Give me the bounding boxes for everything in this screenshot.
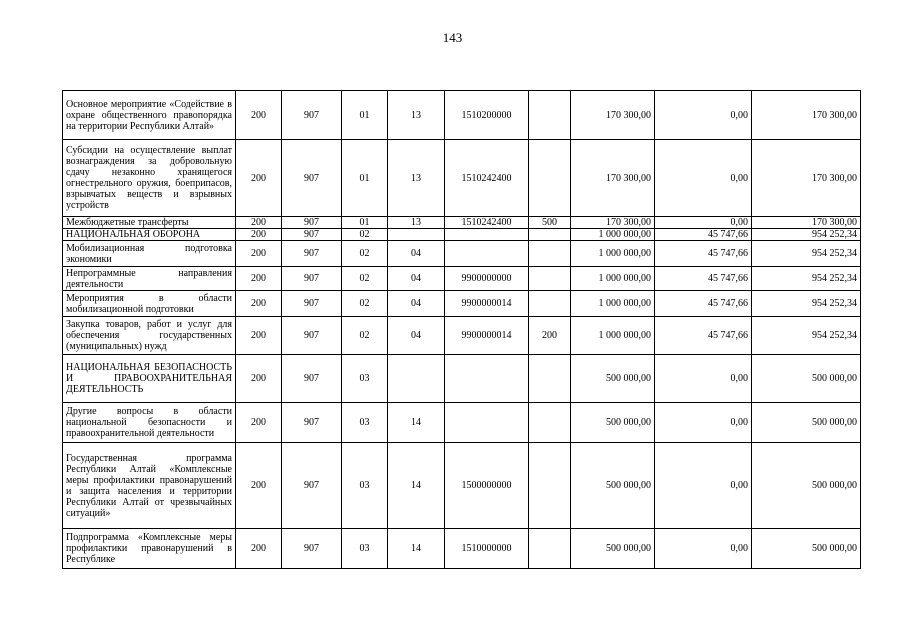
executed-amount-cell: 45 747,66 (655, 229, 752, 241)
subsection-cell: 14 (388, 529, 445, 569)
code-cell: 200 (236, 229, 282, 241)
remaining-amount-cell: 954 252,34 (752, 267, 861, 291)
executed-amount-cell: 0,00 (655, 403, 752, 443)
remaining-amount-cell: 500 000,00 (752, 529, 861, 569)
code-cell: 200 (236, 529, 282, 569)
remaining-amount-cell: 170 300,00 (752, 91, 861, 140)
table-row (63, 91, 861, 140)
subsection-cell: 14 (388, 403, 445, 443)
subsection-cell (388, 229, 445, 241)
remaining-amount-cell: 500 000,00 (752, 443, 861, 529)
row-name-cell: Мобилизационная подготовка экономики (63, 241, 236, 267)
target-article-cell: 9900000014 (445, 291, 529, 317)
target-article-cell (445, 403, 529, 443)
planned-amount-cell: 1 000 000,00 (571, 267, 655, 291)
section-cell: 03 (342, 443, 388, 529)
executed-amount-cell: 45 747,66 (655, 241, 752, 267)
row-name-cell: Закупка товаров, работ и услуг для обеспечения государственных (муниципальных) нужд (63, 317, 236, 355)
table-row (63, 529, 861, 569)
row-name-cell: НАЦИОНАЛЬНАЯ ОБОРОНА (63, 229, 236, 241)
row-name-cell: Другие вопросы в области национальной безопасности и правоохранительной деятельности (63, 403, 236, 443)
section-cell: 01 (342, 140, 388, 217)
executed-amount-cell: 45 747,66 (655, 267, 752, 291)
executed-amount-cell: 0,00 (655, 529, 752, 569)
department-cell: 907 (282, 443, 342, 529)
target-article-cell (445, 241, 529, 267)
department-cell: 907 (282, 217, 342, 229)
table-row (63, 229, 861, 241)
table-row (63, 267, 861, 291)
target-article-cell: 1510242400 (445, 217, 529, 229)
row-name-cell: Государственная программа Республики Алтай «Комплексные меры профилактики правонарушений и защита населения и территории Республики Алтай от чрезвычайных ситуаций» (63, 443, 236, 529)
department-cell: 907 (282, 229, 342, 241)
row-name-cell: Субсидии на осуществление выплат вознаграждения за добровольную сдачу незаконно хранящегося огнестрельного оружия, боеприпасов, взрывчатых веществ и взрывных устройств (63, 140, 236, 217)
executed-amount-cell: 0,00 (655, 443, 752, 529)
subsection-cell: 13 (388, 140, 445, 217)
row-name-cell: Непрограммные направления деятельности (63, 267, 236, 291)
subsection-cell: 04 (388, 267, 445, 291)
section-cell: 02 (342, 229, 388, 241)
table-row (63, 291, 861, 317)
section-cell: 02 (342, 291, 388, 317)
remaining-amount-cell: 170 300,00 (752, 140, 861, 217)
remaining-amount-cell: 954 252,34 (752, 241, 861, 267)
remaining-amount-cell: 954 252,34 (752, 317, 861, 355)
target-article-cell: 1510200000 (445, 91, 529, 140)
code-cell: 200 (236, 140, 282, 217)
target-article-cell: 1510242400 (445, 140, 529, 217)
section-cell: 01 (342, 217, 388, 229)
page-number: 143 (442, 30, 463, 45)
remaining-amount-cell: 954 252,34 (752, 229, 861, 241)
table-body (63, 91, 861, 569)
planned-amount-cell: 500 000,00 (571, 443, 655, 529)
executed-amount-cell: 45 747,66 (655, 291, 752, 317)
expense-type-cell (529, 443, 571, 529)
expense-type-cell (529, 241, 571, 267)
remaining-amount-cell: 500 000,00 (752, 355, 861, 403)
subsection-cell: 14 (388, 443, 445, 529)
row-name-cell: НАЦИОНАЛЬНАЯ БЕЗОПАСНОСТЬ И ПРАВООХРАНИТЕЛЬНАЯ ДЕЯТЕЛЬНОСТЬ (63, 355, 236, 403)
planned-amount-cell: 1 000 000,00 (571, 241, 655, 267)
planned-amount-cell: 170 300,00 (571, 217, 655, 229)
code-cell: 200 (236, 443, 282, 529)
row-name-cell: Межбюджетные трансферты (63, 217, 236, 229)
section-cell: 01 (342, 91, 388, 140)
department-cell: 907 (282, 403, 342, 443)
planned-amount-cell: 170 300,00 (571, 91, 655, 140)
table-row (63, 241, 861, 267)
subsection-cell: 13 (388, 91, 445, 140)
row-name-cell: Основное мероприятие «Содействие в охране общественного правопорядка на территории Республики Алтай» (63, 91, 236, 140)
subsection-cell: 13 (388, 217, 445, 229)
executed-amount-cell: 0,00 (655, 140, 752, 217)
code-cell: 200 (236, 317, 282, 355)
code-cell: 200 (236, 403, 282, 443)
remaining-amount-cell: 500 000,00 (752, 403, 861, 443)
executed-amount-cell: 0,00 (655, 91, 752, 140)
budget-table (62, 90, 861, 569)
section-cell: 02 (342, 241, 388, 267)
row-name-cell: Подпрограмма «Комплексные меры профилактики правонарушений в Республике (63, 529, 236, 569)
expense-type-cell: 200 (529, 317, 571, 355)
planned-amount-cell: 1 000 000,00 (571, 317, 655, 355)
target-article-cell: 9900000000 (445, 267, 529, 291)
expense-type-cell (529, 355, 571, 403)
code-cell: 200 (236, 291, 282, 317)
expense-type-cell (529, 229, 571, 241)
section-cell: 03 (342, 355, 388, 403)
target-article-cell: 1510000000 (445, 529, 529, 569)
code-cell: 200 (236, 267, 282, 291)
section-cell: 03 (342, 403, 388, 443)
target-article-cell (445, 355, 529, 403)
department-cell: 907 (282, 91, 342, 140)
target-article-cell: 1500000000 (445, 443, 529, 529)
department-cell: 907 (282, 529, 342, 569)
planned-amount-cell: 500 000,00 (571, 355, 655, 403)
subsection-cell: 04 (388, 241, 445, 267)
row-name-cell: Мероприятия в области мобилизационной подготовки (63, 291, 236, 317)
table-row (63, 140, 861, 217)
department-cell: 907 (282, 291, 342, 317)
target-article-cell: 9900000014 (445, 317, 529, 355)
planned-amount-cell: 1 000 000,00 (571, 229, 655, 241)
planned-amount-cell: 500 000,00 (571, 403, 655, 443)
planned-amount-cell: 170 300,00 (571, 140, 655, 217)
table-row (63, 355, 861, 403)
subsection-cell: 04 (388, 291, 445, 317)
section-cell: 02 (342, 267, 388, 291)
table-row (63, 317, 861, 355)
expense-type-cell (529, 529, 571, 569)
expense-type-cell (529, 140, 571, 217)
remaining-amount-cell: 170 300,00 (752, 217, 861, 229)
executed-amount-cell: 45 747,66 (655, 317, 752, 355)
expense-type-cell: 500 (529, 217, 571, 229)
table-row (63, 403, 861, 443)
planned-amount-cell: 1 000 000,00 (571, 291, 655, 317)
planned-amount-cell: 500 000,00 (571, 529, 655, 569)
executed-amount-cell: 0,00 (655, 355, 752, 403)
department-cell: 907 (282, 355, 342, 403)
expense-type-cell (529, 267, 571, 291)
section-cell: 02 (342, 317, 388, 355)
code-cell: 200 (236, 217, 282, 229)
subsection-cell (388, 355, 445, 403)
subsection-cell: 04 (388, 317, 445, 355)
department-cell: 907 (282, 241, 342, 267)
department-cell: 907 (282, 140, 342, 217)
department-cell: 907 (282, 317, 342, 355)
expense-type-cell (529, 403, 571, 443)
expense-type-cell (529, 291, 571, 317)
code-cell: 200 (236, 355, 282, 403)
code-cell: 200 (236, 241, 282, 267)
department-cell: 907 (282, 267, 342, 291)
executed-amount-cell: 0,00 (655, 217, 752, 229)
table-row (63, 443, 861, 529)
table-row (63, 217, 861, 229)
section-cell: 03 (342, 529, 388, 569)
remaining-amount-cell: 954 252,34 (752, 291, 861, 317)
code-cell: 200 (236, 91, 282, 140)
target-article-cell (445, 229, 529, 241)
expense-type-cell (529, 91, 571, 140)
